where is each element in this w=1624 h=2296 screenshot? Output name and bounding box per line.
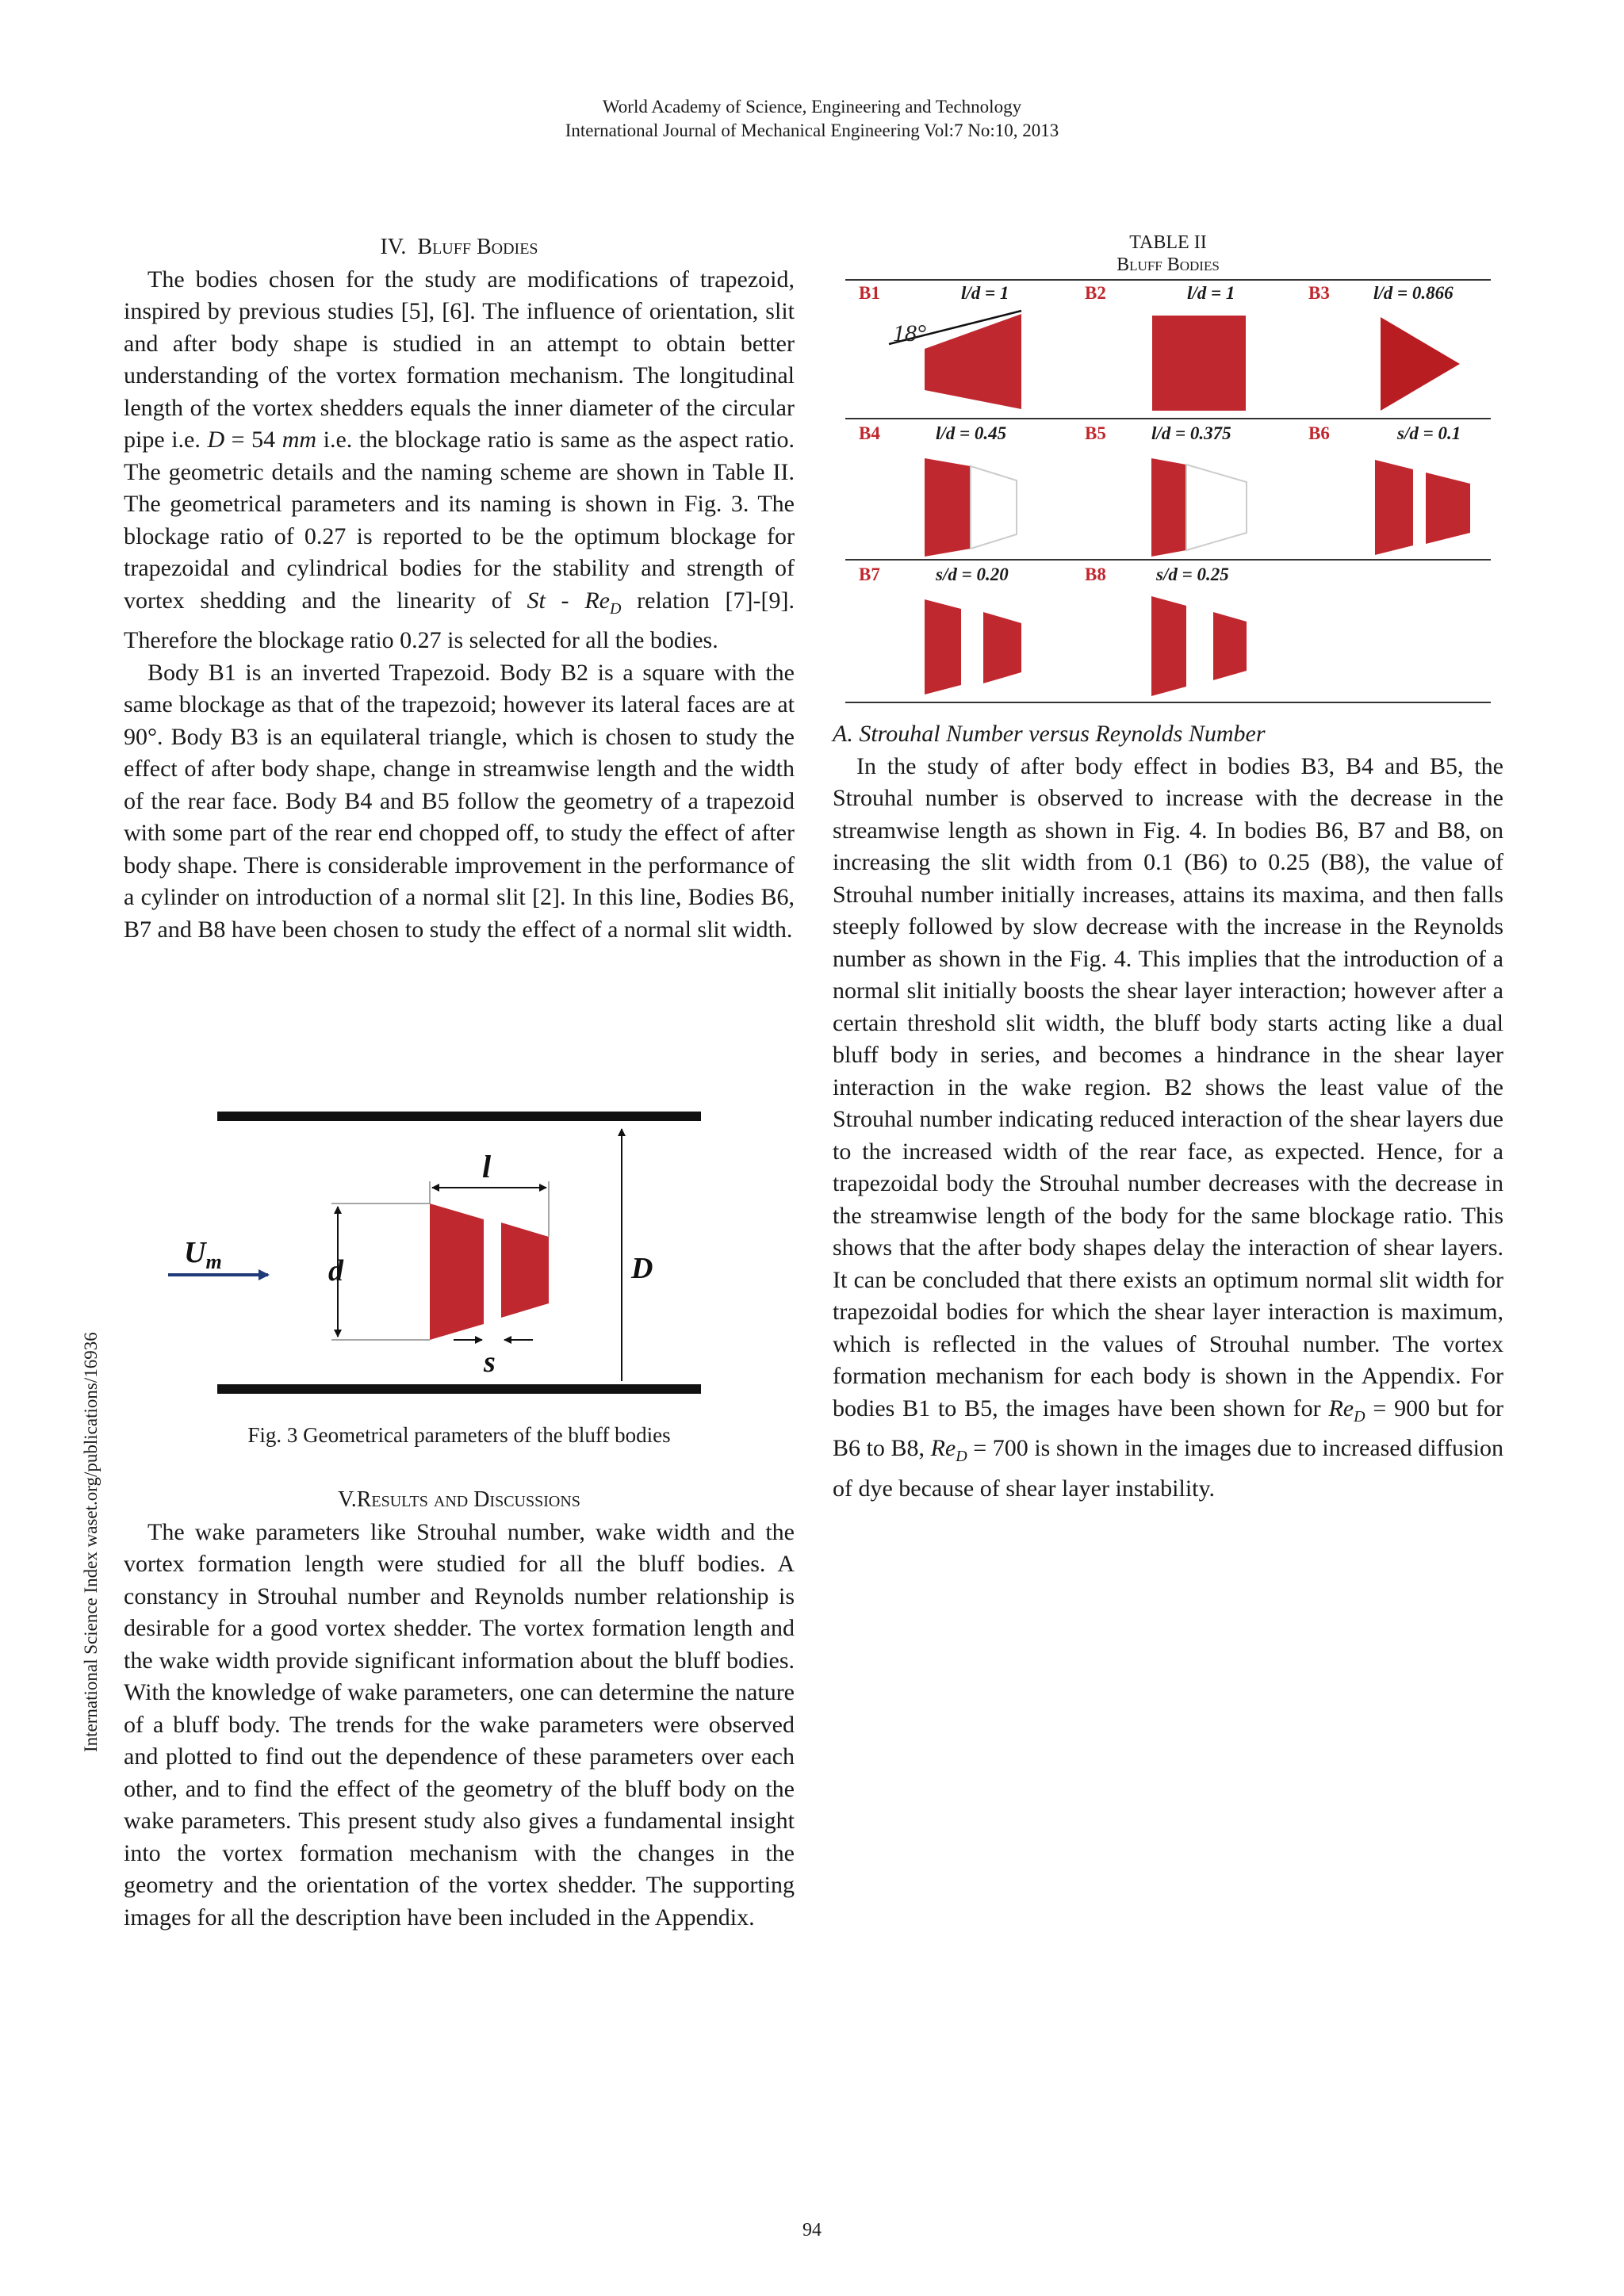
rear-body-trapezoid bbox=[501, 1223, 549, 1318]
paragraph-4: In the study of after body effect in bodies B3, B4 and B5, the Strouhal number is observed to increase with the decrease in the streamwise length as shown in Fig. 4. In bodies B6, B7 and B8, on increasing the slit width from 0.1 (B6) to 0.25 (B8), the value of Strouhal number initially increases, attains its maxima, and then falls steeply followed by slow decrease with the increase in the Reynolds number as shown in the Fig. 4. This implies that the introduction of a normal slit initially boosts the shear layer interaction; however after a certain threshold slit width, the bluff body starts acting like a dual bluff body in series, and becomes a hindrance in the shear layer interaction in the wake region. B2 shows the least value of the Strouhal number indicating reduced interaction of the shear layers due to the increased width of the rear face, as expected. Hence, for a trapezoidal body the Strouhal number decreases with the decrease in the streamwise length of the body for the same blockage ratio. This shows that the after body shapes delay the interaction of shear layers. It can be concluded that there exists an optimum normal slit width for trapezoidal bodies for which the shear layer interaction is maximum, which is reflected in the values of Strouhal number. The vortex formation mechanism for each body is shown in the Appendix. For bodies B1 to B5, the images have been shown for $Re_D = 900$ but for B6 to B8, $Re_D = 700$ is shown in the images due to increased diffusion of dye because of shear layer instability. bbox=[833, 752, 1504, 1502]
table-cell-B1-name: B1 bbox=[859, 283, 880, 303]
table-cell-B7-name: B7 bbox=[859, 564, 880, 584]
left-column-bottom bbox=[124, 1484, 795, 1934]
l-label: l bbox=[482, 1149, 492, 1184]
table-rule-bottom bbox=[845, 702, 1491, 703]
section-4-heading: IV. Bluff Bodies bbox=[380, 235, 538, 259]
header-line-1: World Academy of Science, Engineering and Technology bbox=[602, 97, 1022, 117]
figure-3-caption: Fig. 3 Geometrical parameters of the bluff bodies bbox=[247, 1423, 671, 1447]
table-cell-B3-param: l/d = 0.866 bbox=[1373, 283, 1454, 303]
paragraph-3: The wake parameters like Strouhal number, wake width and the vortex formation length were studied for all the bluff bodies. A constancy in Strouhal number and Reynolds number relationship is desirable for a good vortex shedder. The vortex formation length and the wake width provide significant information about the bluff bodies. With the knowledge of wake parameters, one can determine the nature of a bluff body. The trends for the wake parameters were observed and plotted to find out the dependence of these parameters over each other, and to find the effect of the geometry of the bluff body on the wake parameters. This present study also gives a fundamental insight into the vortex formation mechanism with the changes in the geometry and the orientation of the vortex shedder. The supporting images for all the description have been included in the Appendix. bbox=[124, 1518, 795, 1931]
table-cell-B2-param: l/d = 1 bbox=[1187, 283, 1235, 303]
front-body-trapezoid bbox=[430, 1203, 484, 1340]
section-5-heading: V.Results and Discussions bbox=[338, 1487, 580, 1512]
header-line-2: International Journal of Mechanical Engineering Vol:7 No:10, 2013 bbox=[565, 121, 1059, 140]
b4-body-shape bbox=[925, 458, 971, 557]
journal-header bbox=[0, 95, 1624, 143]
table-cell-B8-param: s/d = 0.25 bbox=[1156, 564, 1229, 584]
b8-front-shape bbox=[1151, 596, 1186, 696]
figure-3-diagram bbox=[159, 1102, 730, 1403]
table-title: TABLE II Bluff Bodies bbox=[1116, 232, 1220, 275]
table-cell-B7-param: s/d = 0.20 bbox=[936, 564, 1009, 584]
table-body-shapes bbox=[845, 279, 1491, 702]
side-index-text: International Science Index waset.org/publications/16936 bbox=[81, 1332, 101, 1752]
b5-ghost-outline bbox=[1186, 465, 1247, 550]
table-cell-B3-name: B3 bbox=[1308, 283, 1330, 303]
b6-rear-shape bbox=[1426, 473, 1470, 544]
table-cell-B6-param: s/d = 0.1 bbox=[1397, 423, 1461, 443]
d-label: d bbox=[328, 1254, 343, 1288]
table-cell-B5-name: B5 bbox=[1085, 423, 1106, 443]
b6-front-shape bbox=[1375, 460, 1413, 555]
table-cell-B8-name: B8 bbox=[1085, 564, 1106, 584]
pipe-wall-bottom bbox=[217, 1384, 701, 1394]
right-column bbox=[833, 718, 1503, 1505]
left-column-top bbox=[124, 232, 795, 946]
page-number: 94 bbox=[802, 2220, 822, 2241]
b4-ghost-outline bbox=[971, 466, 1017, 549]
table-cell-B1-param: l/d = 1 bbox=[961, 283, 1009, 303]
table-cell-B4-name: B4 bbox=[859, 423, 880, 443]
b8-rear-shape bbox=[1213, 612, 1247, 680]
b7-front-shape bbox=[925, 599, 961, 695]
s-label: s bbox=[484, 1345, 496, 1379]
subsection-a-heading: A. Strouhal Number versus Reynolds Number bbox=[833, 721, 1266, 747]
b1-body-shape bbox=[925, 314, 1021, 409]
b3-body-shape bbox=[1381, 317, 1460, 411]
table-cell-B4-param: l/d = 0.45 bbox=[936, 423, 1007, 443]
pipe-wall-top bbox=[217, 1112, 701, 1121]
paragraph-1: The bodies chosen for the study are modifications of trapezoid, inspired by previous studies [5], [6]. The influence of orientation, slit and after body shape is studied in an attempt to obtain better understanding of the vortex formation mechanism. The longitudinal length of the vortex shedders equals the inner diameter of the circular pipe i.e. D = 54 mm i.e. the blockage ratio is same as the aspect ratio. The geometric details and the naming scheme are shown in Table II. The geometrical parameters and its naming is shown in Fig. 3. The blockage ratio of 0.27 is reported to be the optimum blockage for trapezoidal and cylindrical bodies for the stability and strength of vortex shedding and the linearity of St - $Re_D$ relation [7]-[9]. Therefore the blockage ratio 0.27 is selected for all the bodies. bbox=[124, 266, 795, 653]
paragraph-2: Body B1 is an inverted Trapezoid. Body B2 is a square with the same blockage as that of the trapezoid; however its lateral faces are at 90°. Body B3 is an equilateral triangle, which is chosen to study the effect of after body shape, change in streamwise length and the width of the rear face. Body B4 and B5 follow the geometry of a trapezoid with some part of the rear end chopped off, to study the effect of after body shape. There is considerable improvement in the performance of a cylinder on introduction of a normal slit [2]. In this line, Bodies B6, B7 and B8 have been chosen to study the effect of a normal slit width. bbox=[124, 659, 795, 943]
b7-rear-shape bbox=[983, 612, 1021, 683]
b2-body-shape bbox=[1152, 316, 1246, 411]
b1-angle-label: 18° bbox=[893, 320, 926, 346]
table-cell-B2-name: B2 bbox=[1085, 283, 1106, 303]
b5-body-shape bbox=[1151, 458, 1186, 557]
table-cell-B6-name: B6 bbox=[1308, 423, 1330, 443]
Um-label: $U_m$ bbox=[184, 1236, 222, 1273]
D-label: D bbox=[631, 1252, 653, 1285]
table-cell-B5-param: l/d = 0.375 bbox=[1151, 423, 1231, 443]
